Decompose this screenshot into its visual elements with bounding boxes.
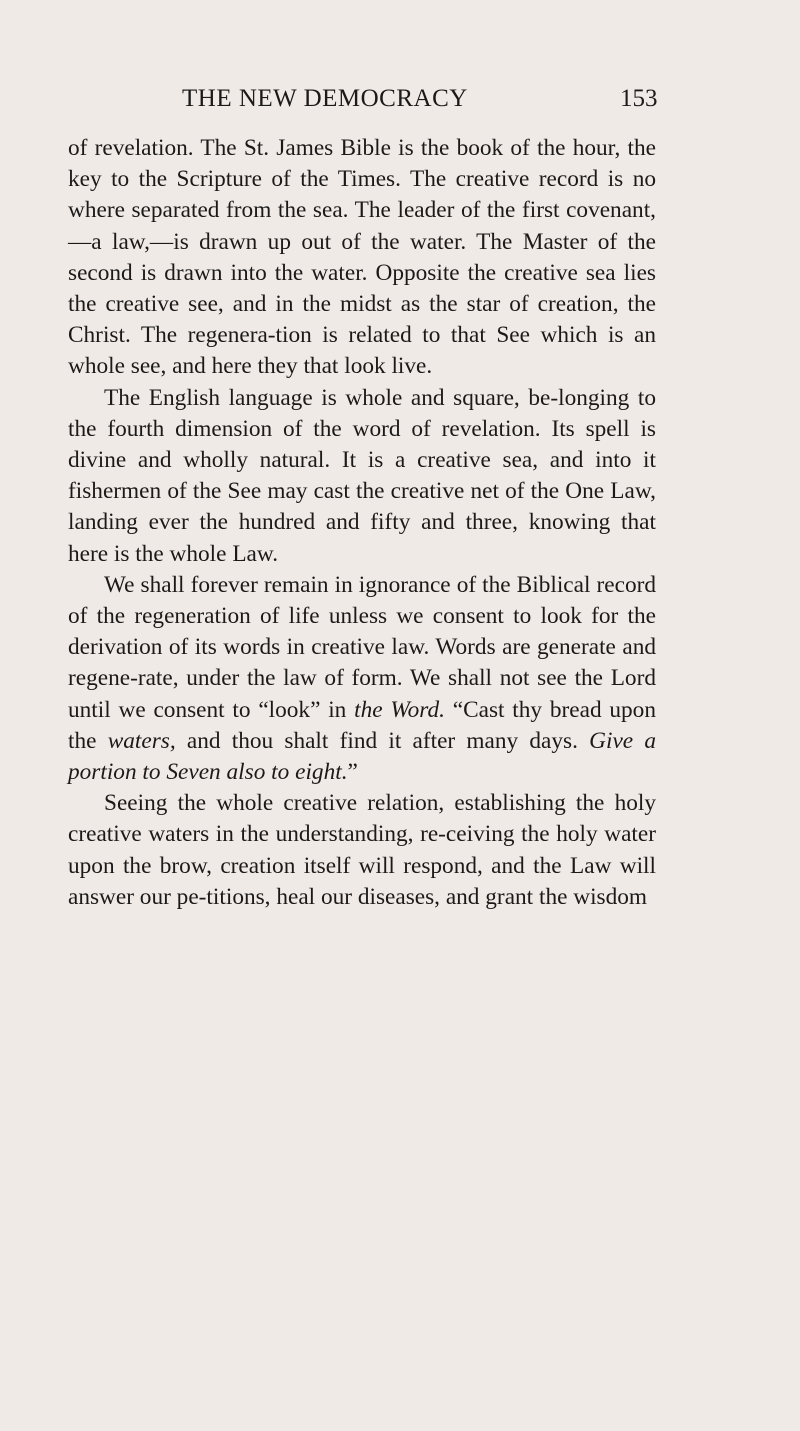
paragraph-3-close-quote: ” <box>347 759 358 786</box>
paragraph-3-italic-waters: waters, <box>107 727 176 754</box>
running-head-title: THE NEW DEMOCRACY <box>182 85 468 112</box>
paragraph-3-italic-portion: Give a portion to Seven also to eight. <box>68 727 656 786</box>
paragraph-4: Seeing the whole creative relation, establishing the holy creative waters in the understanding, re-ceiving the holy water upon the brow, creation itself will respond, and the Law will answer our pe-titions, heal our diseases, and grant the wisdom <box>68 790 656 910</box>
paragraph-1: of revelation. The St. James Bible is the book of the hour, the key to the Scripture of the Times. The creative record is no where separated from the sea. The leader of the first covenant,—a law,—is drawn up out of the water. The Master of the second is drawn into the water. Opposite the creative sea lies the creative see, and in the midst as the star of creation, the Christ. The regenera-tion is related to that See which is an whole see, and here they that look live. <box>68 135 656 380</box>
paragraph-3-text-e: and thou shalt find it after many days. <box>175 727 590 754</box>
paragraph-2: The English language is whole and square, be-longing to the fourth dimension of the word of revelation. Its spell is divine and wholly natural. It is a creative sea, and into it fishermen of the See may cast the creative net of the One Law, landing ever the hundred and fifty and three, knowing that here is the whole Law. <box>68 384 656 567</box>
paragraph-3-text-c: “Cast thy bread upon the <box>68 696 656 754</box>
paragraph-3-italic-word: the Word. <box>354 696 445 723</box>
body-text <box>68 133 656 913</box>
paragraph-3-text-a: We shall forever remain in ignorance of the Biblical record of the regeneration of life unless we consent to look for the derivation of its words in creative law. Words are generate and regene-rate, under the law of form. We shall not see the Lord until we consent to “look” in <box>68 571 656 723</box>
paragraph-3 <box>68 570 656 788</box>
page-number: 153 <box>620 85 658 112</box>
